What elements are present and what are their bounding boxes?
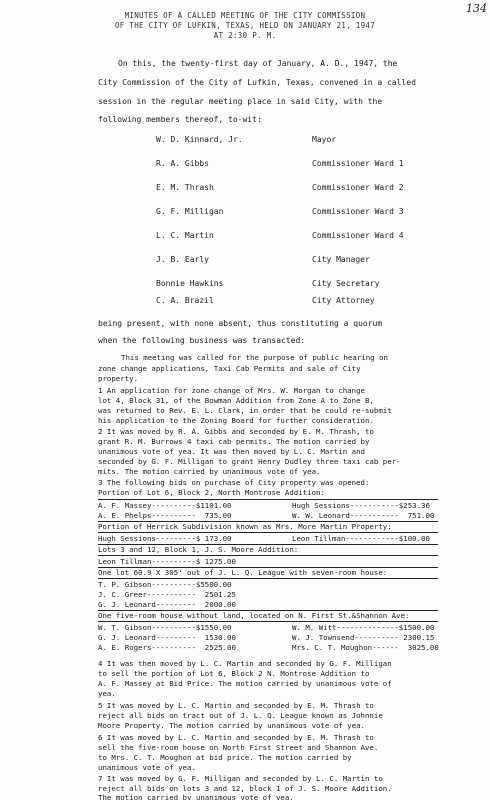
minutes-line: 3 The following bids on purchase of City property was opened: [98, 478, 370, 487]
minutes-line: reject all bids on lots 3 and 12, block 1 of J. S. Moore Addition. [98, 784, 392, 793]
minutes-line: grant R. M. Burrows 4 taxi cab permits. The motion carried by [98, 437, 370, 446]
minutes-line: unanimous vote of yea. [98, 763, 196, 772]
bid-entry: G. J. Leonard--------- 1530.00 [98, 633, 236, 642]
bid-entry: W. M. Witt--------------$1500.00 [292, 623, 435, 632]
intro-line: On this, the twenty-first day of January, A. D., 1947, the [118, 59, 398, 68]
minutes-line: 7 It was moved by G. F. Milligan and seconded by L. C. Martin to [98, 774, 383, 783]
minutes-line: A. F. Massey at Bid Price. The motion carried by unanimous vote of [98, 679, 392, 688]
member-name: J. B. Early [156, 255, 209, 264]
section-heading: Portion of Herrick Subdivision known as Mrs. More Martin Property: [98, 522, 392, 531]
member-name: Bonnie Hawkins [156, 279, 224, 288]
purpose-line: zone change applications, Taxi Cab Permits and sale of City [98, 364, 361, 373]
member-title: City Manager [312, 255, 370, 264]
minutes-line: 2 It was moved by R. A. Gibbs and seconded by E. M. Thrash, to [98, 427, 374, 436]
bid-entry: A. E. Rogers---------- 2525.00 [98, 643, 236, 652]
page-number: 134 [466, 2, 487, 15]
bid-entry: Leon Tillman----------$ 1275.00 [98, 557, 236, 566]
rule-line [98, 578, 438, 579]
bid-entry: Mrs. C. T. Moughon------ 3025.00 [292, 643, 439, 652]
bid-entry: J. C. Greer----------- 2501.25 [98, 590, 236, 599]
intro-line: City Commission of the City of Lufkin, Texas, convened in a called [98, 78, 416, 87]
member-title: City Secretary [312, 279, 380, 288]
member-title: Mayor [312, 135, 337, 144]
bid-entry: W. W. Leonard----------- 751.00 [292, 511, 435, 520]
member-title: Commissioner Ward 3 [312, 207, 404, 216]
rule-line [98, 499, 438, 500]
purpose-line: property. [98, 374, 139, 383]
bid-entry: A. F. Massey----------$1101.00 [98, 501, 232, 510]
member-title: Commissioner Ward 1 [312, 159, 404, 168]
minutes-line: unanimous vote of yea. It was then moved by L. C. Martin and [98, 447, 365, 456]
member-name: R. A. Gibbs [156, 159, 209, 168]
member-name: W. D. Kinnard, Jr. [156, 135, 243, 144]
minutes-line: sell the five-room house on North First Street and Shannon Ave. [98, 743, 379, 752]
bid-entry: Hugh Sessions-----------$253.36 [292, 501, 430, 510]
purpose-line: This meeting was called for the purpose of public hearing on [121, 353, 388, 362]
member-name: C. A. Brazil [156, 296, 214, 305]
title-line: AT 2:30 P. M. [213, 31, 277, 40]
section-heading: One five-room house without land, located on N. First St.&Shannon Ave: [98, 611, 410, 620]
title-line: MINUTES OF A CALLED MEETING OF THE CITY COMMISSION [124, 11, 366, 20]
member-name: G. F. Milligan [156, 207, 224, 216]
member-name: E. M. Thrash [156, 183, 214, 192]
bid-entry: T. P. Gibson----------$5500.00 [98, 580, 232, 589]
minutes-line: 4 It was then moved by L. C. Martin and seconded by G. F. Milligan [98, 659, 392, 668]
minutes-line: Moore Property. The motion carried by unanimous vote of yea. [98, 721, 365, 730]
section-heading: Lots 3 and 12, Block 1, J. S. Moore Addition: [98, 545, 299, 554]
minutes-line: to Mrs. C. T. Moughon at bid price. The motion carried by [98, 753, 352, 762]
bid-entry: W. J. Townsend---------- 2300.15 [292, 633, 435, 642]
section-heading: Portion of Lot 6, Block 2, North Montrose Addition: [98, 488, 325, 497]
minutes-line: lot 4, Block 31, of the Bowman Addition from Zone A to Zone B, [98, 396, 374, 405]
member-title: Commissioner Ward 4 [312, 231, 404, 240]
rule-line [98, 555, 438, 556]
minutes-line: 6 It was moved by L. C. Martin and seconded by E. M. Thrash to [98, 733, 374, 742]
minutes-line: yea. [98, 689, 116, 698]
bid-entry: Hugh Sessions---------$ 173.00 [98, 534, 232, 543]
minutes-line: seconded by G. F. Milligan to grant Henry Dudley three taxi cab per- [98, 457, 401, 466]
rule-line [98, 621, 438, 622]
rule-line [98, 532, 438, 533]
member-title: Commissioner Ward 2 [312, 183, 404, 192]
minutes-line: mits. The motion carried by unanimous vote of yea. [98, 467, 321, 476]
bid-entry: W. T. Gibson----------$1550.00 [98, 623, 232, 632]
title-line: OF THE CITY OF LUFKIN, TEXAS, HELD ON JANUARY 21, 1947 [114, 21, 376, 30]
minutes-line: reject all bids on tract out of J. L. Q. League known as Johnnie [98, 711, 383, 720]
intro-line: following members thereof, to-wit: [98, 115, 262, 124]
bid-entry: G. J. Leonard--------- 2000.00 [98, 600, 236, 609]
minutes-line: to sell the portion of Lot 6, Block 2 N. Montrose Addition to [98, 669, 370, 678]
minutes-line: The motion carried by unanimous vote of yea. [98, 793, 294, 800]
bid-entry: A. E. Phelps---------- 735.00 [98, 511, 232, 520]
minutes-line: was returned to Rev. E. L. Clark, in order that he could re-submit [98, 406, 392, 415]
quorum-line: when the following business was transacted: [98, 336, 306, 345]
member-title: City Attorney [312, 296, 375, 305]
minutes-line: 5 It was moved by L. C. Martin and seconded by E. M. Thrash to [98, 701, 374, 710]
minutes-line: his application to the Zoning Board for further consideration. [98, 416, 374, 425]
bid-entry: Leon Tillman------------$100.00 [292, 534, 430, 543]
section-heading: One lot 60.9 X 305' out of J. L. Q. League with seven-room house: [98, 568, 388, 577]
member-name: L. C. Martin [156, 231, 214, 240]
minutes-line: 1 An application for zone change of Mrs. W. Morgan to change [98, 386, 365, 395]
quorum-line: being present, with none absent, thus constituting a quorum [98, 319, 383, 328]
intro-line: session in the regular meeting place in said City, with the [98, 97, 383, 106]
